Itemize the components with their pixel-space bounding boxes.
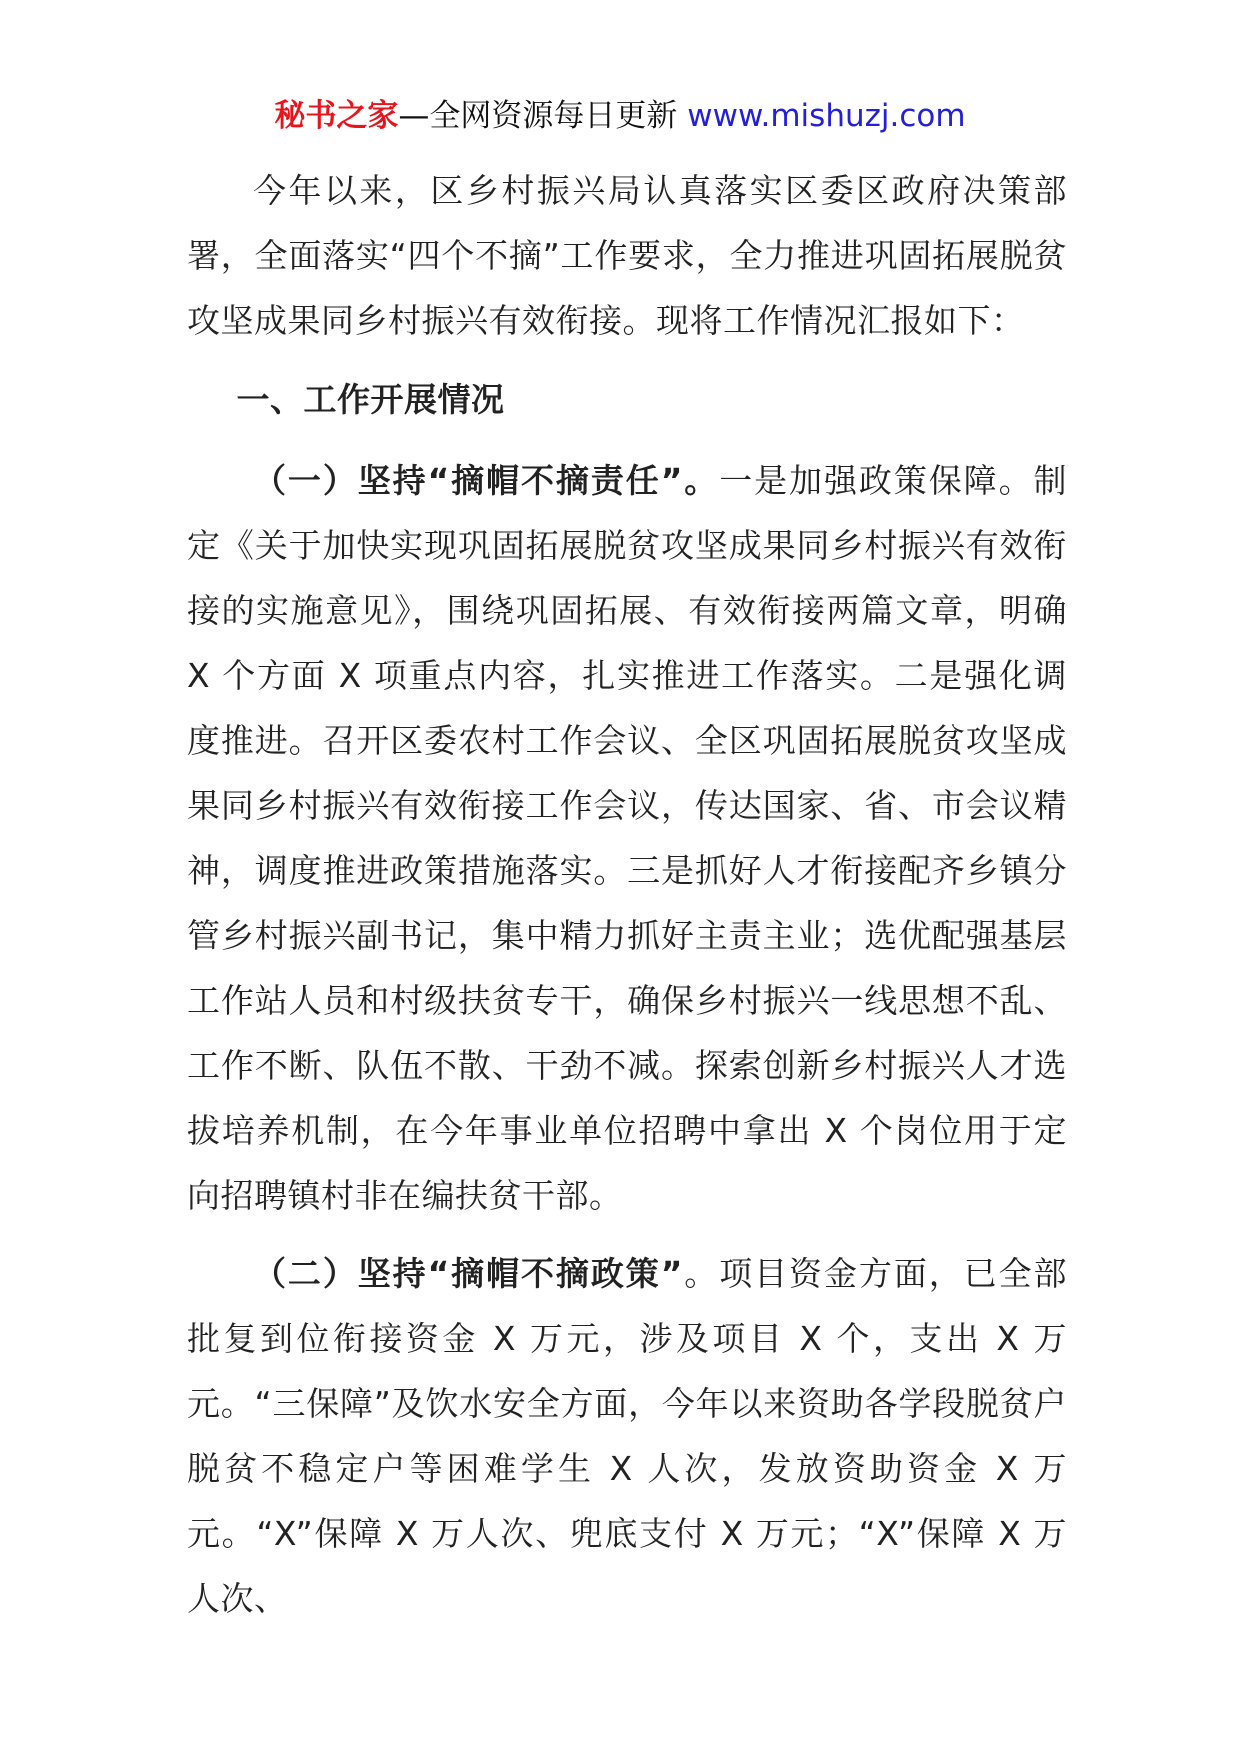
item-1-paragraph [187,448,1067,1228]
page-header [0,96,1240,136]
item-2-paragraph [187,1241,1067,1631]
header-slogan: —全网资源每日更新 [398,98,678,134]
intro-paragraph: 今年以来，区乡村振兴局认真落实区委区政府决策部署，全面落实“四个不摘”工作要求，全力推进巩固拓展脱贫攻坚成果同乡村振兴有效衔接。现将工作情况汇报如下： [187,171,1067,340]
section-heading: 一、工作开展情况 [236,380,505,419]
brand-name: 秘书之家 [274,98,399,134]
item-2-text: 。项目资金方面，已全部批复到位衔接资金 X 万元，涉及项目 X 个，支出 X 万元。“三保障”及饮水安全方面，今年以来资助各学段脱贫户脱贫不稳定户等困难学生 X 人次，发放资助资金 X 万元。“X”保障 X 万人次、兜底支付 X 万元；“X”保障 X 万人次、 [187,1254,1067,1618]
item-1-text: 一是加强政策保障。制定《关于加快实现巩固拓展脱贫攻坚成果同乡村振兴有效衔接的实施意见》，围绕巩固拓展、有效衔接两篇文章，明确 X 个方面 X 项重点内容，扎实推进工作落实。二是强化调度推进。召开区委农村工作会议、全区巩固拓展脱贫攻坚成果同乡村振兴有效衔接工作会议，传达国家、省、市会议精神，调度推进政策措施落实。三是抓好人才衔接配齐乡镇分管乡村振兴副书记，集中精力抓好主责主业；选优配强基层工作站人员和村级扶贫专干，确保乡村振兴一线思想不乱、工作不断、队伍不散、干劲不减。探索创新乡村振兴人才选拔培养机制，在今年事业单位招聘中拿出 X 个岗位用于定向招聘镇村非在编扶贫干部。 [187,461,1067,1215]
document-body [187,158,1067,1631]
item-2-lead: （二）坚持“摘帽不摘政策” [253,1254,683,1293]
item-1-lead: （一）坚持“摘帽不摘责任”。 [253,461,720,500]
site-url-link[interactable]: www.mishuzj.com [687,98,966,134]
